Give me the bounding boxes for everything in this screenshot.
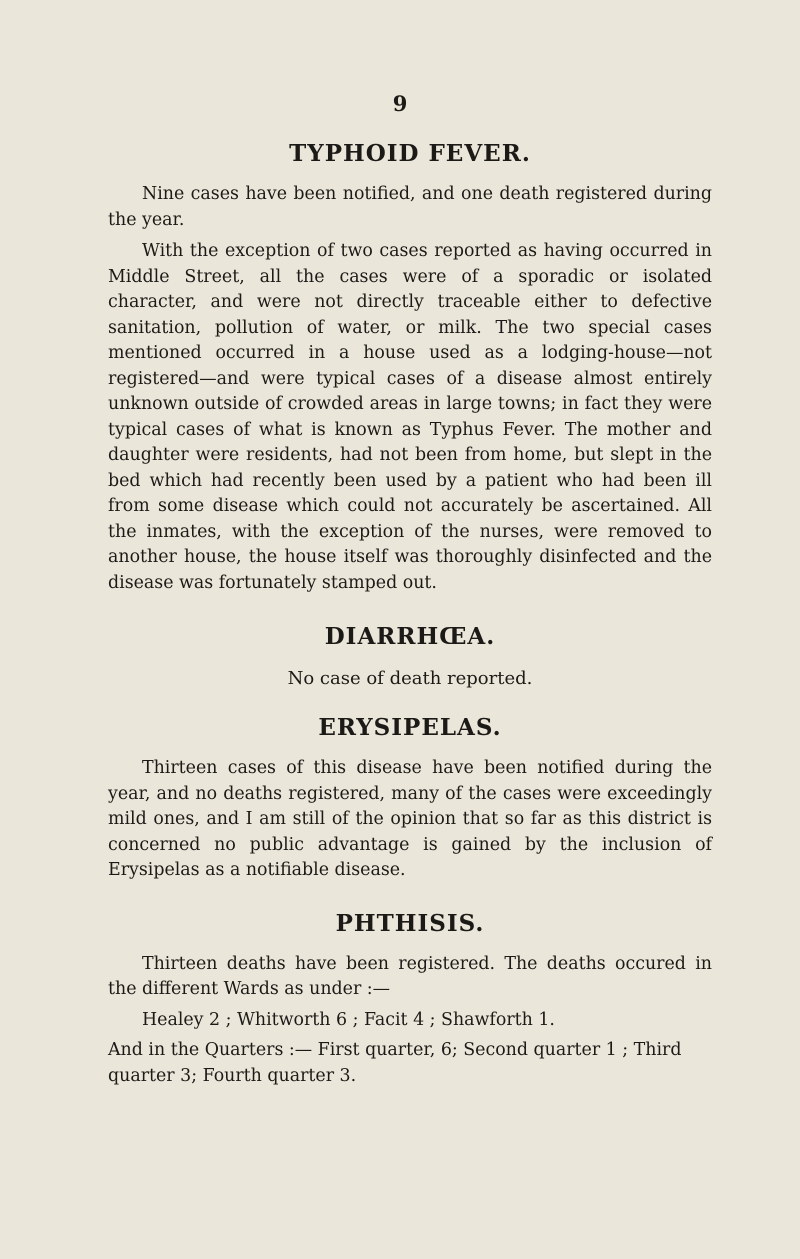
phthisis-quarters-line: And in the Quarters :— First quarter, 6; Second quarter 1 ; Third quarter 3; Fourth quarter 3. [108, 1040, 682, 1086]
phthisis-paragraph: Thirteen deaths have been registered. The deaths occured in the different Wards as under :— [108, 953, 712, 999]
phthisis-wards-line: Healey 2 ; Whitworth 6 ; Facit 4 ; Shawforth 1. [142, 1009, 555, 1030]
section-title-diarrhoea: DIARRHŒA. [324, 623, 496, 650]
typhoid-paragraph-2: With the exception of two cases reported as having occurred in Middle Street, all the cases were of a sporadic or isolated character, and were not directly traceable either to defective sanitation, pollution of water, or milk. The two special cases mentioned occurred in a house used as a lodging-house—not registered—and were typical cases of a disease almost entirely unknown outside of crowded areas in large towns; in fact they were typical cases of what is known as Typhus Fever. The mother and daughter were residents, had not been from home, but slept in the bed which had recently been used by a patient who had been ill from some disease which could not accurately be ascertained. All the inmates, with the exception of the nurses, were removed to another house, the house itself was thoroughly disinfected and the disease was fortunately stamped out. [108, 241, 712, 593]
typhoid-paragraph-1: Nine cases have been notified, and one death registered during the year. [108, 184, 712, 230]
erysipelas-paragraph: Thirteen cases of this disease have been notified during the year, and no deaths registered, many of the cases were exceedingly mild ones, and I am still of the opinion that so far as this district is concerned no public advantage is gained by the inclusion of Erysipelas as a notifiable disease. [108, 758, 712, 880]
page-number: 9 [392, 91, 408, 116]
section-title-erysipelas: ERYSIPELAS. [318, 714, 502, 741]
page-content [108, 140, 712, 1089]
section-title-typhoid-fever: TYPHOID FEVER. [289, 140, 531, 167]
section-title-phthisis: PHTHISIS. [335, 909, 485, 937]
diarrhoea-text: No case of death reported. [287, 668, 533, 689]
